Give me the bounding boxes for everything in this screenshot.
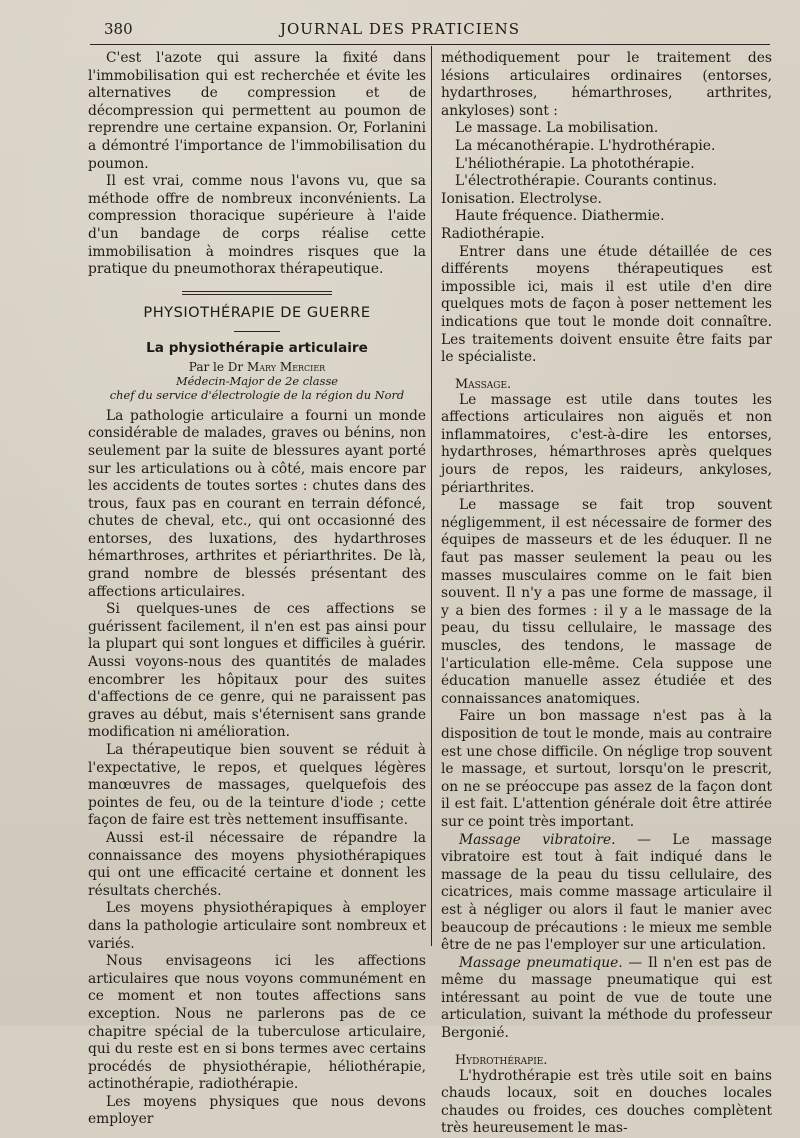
paragraph: Les moyens physiques que nous devons employer — [88, 1093, 426, 1128]
paragraph: Aussi est-il nécessaire de répandre la connaissance des moyens physiothérapiques qui ont une efficacité certaine et donnent les résultats cherchés. — [88, 829, 426, 899]
run-in-heading: Massage vibratoire. — [459, 831, 616, 848]
paragraph-text: — Il n'en est pas de même du massage pneumatique qui est intéressant au point de vue de toute une articulation, suivant la méthode du professeur Bergonié. — [441, 954, 772, 1042]
paragraph — [441, 955, 772, 1043]
paragraph — [441, 832, 772, 955]
list-item: La mécanothérapie. L'hydrothérapie. — [455, 137, 716, 154]
page-number: 380 — [104, 20, 133, 38]
author-role: Médecin-Major de 2e classe — [175, 373, 339, 388]
list-item: Haute fréquence. Diathermie. Radiothérapie. — [441, 208, 665, 242]
running-title: JOURNAL DES PRATICIENS — [279, 20, 521, 38]
section-rule — [182, 294, 332, 295]
list-item: L'électrothérapie. Courants continus. Ionisation. Electrolyse. — [441, 173, 718, 207]
paragraph-text: — Le massage vibratoire est tout à fait indiqué dans le massage de la peau du tissu cellulaire, des cicatrices, mais comme massage articulaire il est à négliger ou alors il faut le manier avec beaucoup de précautions : le mieux me semble être de ne pas l'employer sur une articulation. — [441, 831, 772, 954]
paragraph: L'hydrothérapie est très utile soit en bains chauds locaux, soit en douches locales chaudes ou froides, ces douches complètent très heureusement le mas- — [441, 1067, 772, 1137]
run-in-heading: Massage pneumatique. — [459, 954, 623, 971]
title-rule — [234, 331, 280, 332]
article-title: La physiothérapie articulaire — [146, 339, 368, 356]
paragraph: Il est vrai, comme nous l'avons vu, que sa méthode offre de nombreux inconvénients. La compression thoracique supérieure à l'aide d'un bandage de corps réalise cette immobilisation à moindres risques que la pratique du pneumothorax thérapeutique. — [88, 173, 426, 278]
byline-prefix: Par le Dr — [188, 359, 244, 374]
section-title: PHYSIOTHÉRAPIE DE GUERRE — [143, 303, 371, 321]
paragraph: Le massage est utile dans toutes les affections articulaires non aiguës et non inflammatoires, c'est-à-dire les entorses, hydarthroses, hémarthroses après quelques jours de repos, les raideurs, ankyloses, périarthrites. — [441, 391, 772, 496]
author-name: Mary Mercier — [246, 359, 326, 374]
list-item: Le massage. La mobilisation. — [455, 120, 659, 137]
paragraph: Nous envisageons ici les affections articulaires que nous voyons communément en ce moment et non toutes affections sans exception. Nous ne parlerons pas de ce chapitre spécial de la tuberculose articulaire, qui du reste est en si bons termes avec certains procédés de physiothérapie, héliothérapie, actinothérapie, radiothérapie. — [88, 953, 426, 1093]
paragraph: Faire un bon massage n'est pas à la disposition de tout le monde, mais au contraire est une chose difficile. On néglige trop souvent le massage, et surtout, lorsqu'on le prescrit, on ne se préoccupe pas assez de la façon dont il est fait. L'attention générale doit être attirée sur ce point très important. — [441, 708, 772, 830]
column-divider — [431, 46, 432, 946]
paragraph: Si quelques-unes de ces affections se guérissent facilement, il n'en est pas ainsi pour la plupart qui sont longues et difficiles à guérir. Aussi voyons-nous des quantités de malades encombrer les hôpitaux pour des suites d'affections de ce genre, qui ne paraissent pas graves au début, mais s'éternisent sans grande modification ni amélioration. — [88, 601, 426, 741]
right-column — [441, 50, 772, 1138]
list-item: L'héliothérapie. La photothérapie. — [455, 155, 695, 172]
byline — [88, 360, 426, 374]
header-rule — [90, 44, 770, 45]
subheading-hydrotherapie: Hydrothérapie. — [455, 1052, 548, 1068]
paragraph: méthodiquement pour le traitement des lésions articulaires ordinaires (entorses, hydarthroses, hémarthroses, arthrites, ankyloses) sont : — [441, 50, 772, 119]
paragraph: C'est l'azote qui assure la fixité dans l'immobilisation qui est recherchée et évite les alternatives de compression et de décompression qui permettent au poumon de reprendre une certaine expansion. Or, Forlanini a démontré l'importance de l'immobilisation du poumon. — [88, 50, 426, 172]
paragraph: La thérapeutique bien souvent se réduit à l'expectative, le repos, et quelques légères manœuvres de massages, quelquefois des pointes de feu, ou de la teinture d'iode ; cette façon de faire est très nettement insuffisante. — [88, 742, 426, 829]
paragraph: Les moyens physiothérapiques à employer dans la pathologie articulaire sont nombreux et variés. — [88, 900, 426, 952]
subheading-massage: Massage. — [455, 376, 512, 392]
left-column — [88, 50, 426, 1129]
author-service: chef du service d'électrologie de la région du Nord — [109, 387, 405, 402]
paragraph: Entrer dans une étude détaillée de ces différents moyens thérapeutiques est impossible ici, mais il est utile d'en dire quelques mots de façon à poser nettement les indications que tout le monde doit connaître. Les traitements doivent ensuite être faits par le spécialiste. — [441, 243, 772, 366]
paragraph: La pathologie articulaire a fourni un monde considérable de malades, graves ou bénins, non seulement par la suite de blessures ayant porté sur les articulations ou à côté, mais encore par les accidents de toutes sortes : chutes dans des trous, faux pas en courant en terrain défoncé, chutes de cheval, etc., qui ont occasionné des entorses, des luxations, des hydarthroses hémarthroses, arthrites et périarthrites. De là, grand nombre de blessés présentant des affections articulaires. — [88, 407, 426, 600]
paragraph: Le massage se fait trop souvent négligemment, il est nécessaire de former des équipes de masseurs et de les éduquer. Il ne faut pas masser seulement la peau ou les masses musculaires comme on le fait bien souvent. Il n'y a pas une forme de massage, il y a bien des formes : il y a le massage de la peau, du tissu cellulaire, le massage des muscles, des tendons, le massage de l'articulation elle-même. Cela suppose une éducation manuelle assez étudiée et des connaissances anatomiques. — [441, 497, 772, 707]
section-rule — [182, 291, 332, 292]
